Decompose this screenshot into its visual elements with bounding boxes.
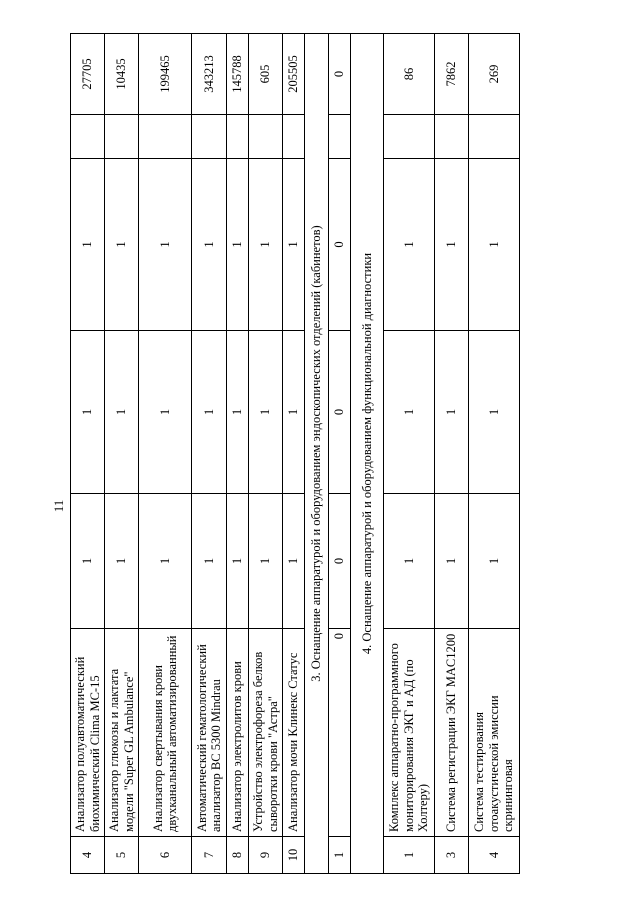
cell-total: 7862 [435,34,469,115]
equipment-name: Устройство электрофореза белков сыворотки крови "Астра" [249,629,283,837]
cell-value [105,115,139,159]
table-row [105,34,139,874]
cell-value [139,115,192,159]
cell-total: 343213 [192,34,227,115]
cell-value: 1 [105,494,139,629]
cell-total: 605 [249,34,283,115]
cell-total: 10435 [105,34,139,115]
cell-value [329,115,351,159]
row-number: 10 [283,837,305,874]
cell-value: 1 [227,159,249,331]
cell-value: 1 [435,159,469,331]
table-row [192,34,227,874]
cell-total: 0 [329,34,351,115]
filler-row [520,34,631,874]
cell-value: 0 [329,494,351,629]
cell-value: 1 [139,331,192,494]
cell-value [469,115,520,159]
table-row [384,34,435,874]
section-header-row [351,34,384,874]
section-header-row [305,34,329,874]
cell-value: 1 [227,331,249,494]
row-number: 9 [249,837,283,874]
cell-value: 1 [249,331,283,494]
cell-value: 1 [227,494,249,629]
cell-value: 1 [192,159,227,331]
cell-value: 1 [105,159,139,331]
cell-value: 1 [192,494,227,629]
cell-value: 1 [192,331,227,494]
cell-value [227,115,249,159]
cell-value: 1 [283,159,305,331]
cell-total: 269 [469,34,520,115]
rotated-table-container [70,34,630,874]
equipment-name: Анализатор полуавтоматический биохимический Clima MC-15 [71,629,105,837]
table-row [227,34,249,874]
equipment-name: Анализатор свертывания крови двухканальный автоматизированный [139,629,192,837]
row-number: 5 [105,837,139,874]
cell-value: 0 [329,159,351,331]
row-number: 4 [71,837,105,874]
row-number: 6 [139,837,192,874]
row-number: 1 [329,837,351,874]
cell-value [435,115,469,159]
cell-value: 1 [249,494,283,629]
cell-value: 1 [435,331,469,494]
cell-value [283,115,305,159]
cell-value: 1 [139,494,192,629]
cell-value: 1 [249,159,283,331]
equipment-name: Комплекс аппаратно-программного мониторирования ЭКГ и АД (по Холтеру) [384,629,435,837]
cell-value: 1 [469,494,520,629]
table-row [329,34,351,874]
cell-total: 27705 [71,34,105,115]
section-4-title: 4. Оснащение аппаратурой и оборудованием функциональной диагностики [351,34,384,874]
equipment-table [70,33,630,874]
cell-value [249,115,283,159]
page-number: 11 [51,499,66,513]
cell-value: 1 [384,494,435,629]
equipment-name: Анализатор глюкозы и лактата модели "Super GL Ambulance" [105,629,139,837]
cell-value: 1 [105,331,139,494]
filler-cell [520,34,631,874]
equipment-name: Система регистрации ЭКГ MAC1200 [435,629,469,837]
row-number: 3 [435,837,469,874]
cell-value: 1 [139,159,192,331]
cell-value: 1 [384,331,435,494]
row-number: 4 [469,837,520,874]
cell-total: 86 [384,34,435,115]
cell-value: 1 [469,159,520,331]
cell-value: 1 [435,494,469,629]
cell-value: 1 [469,331,520,494]
cell-total: 145788 [227,34,249,115]
row-number: 7 [192,837,227,874]
cell-value [71,115,105,159]
table-row [469,34,520,874]
section-3-title: 3. Оснащение аппаратурой и оборудованием эндоскопических отделений (кабинетов) [305,34,329,874]
row-number: 8 [227,837,249,874]
cell-value: 1 [71,331,105,494]
cell-value [384,115,435,159]
table-row [283,34,305,874]
cell-value: 0 [329,331,351,494]
equipment-name: Система тестирования отоакустической эмиссии скрининговая [469,629,520,837]
table-row [249,34,283,874]
cell-value [192,115,227,159]
table-row [435,34,469,874]
row-number: 1 [384,837,435,874]
cell-value: 1 [283,331,305,494]
cell-total: 205505 [283,34,305,115]
equipment-name: Анализатор электролитов крови [227,629,249,837]
table-row [71,34,105,874]
cell-value: 1 [71,494,105,629]
cell-value: 0 [329,629,351,837]
cell-total: 199465 [139,34,192,115]
table-row [139,34,192,874]
cell-value: 1 [384,159,435,331]
cell-value: 1 [71,159,105,331]
cell-value: 1 [283,494,305,629]
equipment-name: Анализатор мочи Клинекс Статус [283,629,305,837]
equipment-name: Автоматический гематологический анализатор BC 5300 Mindrau [192,629,227,837]
